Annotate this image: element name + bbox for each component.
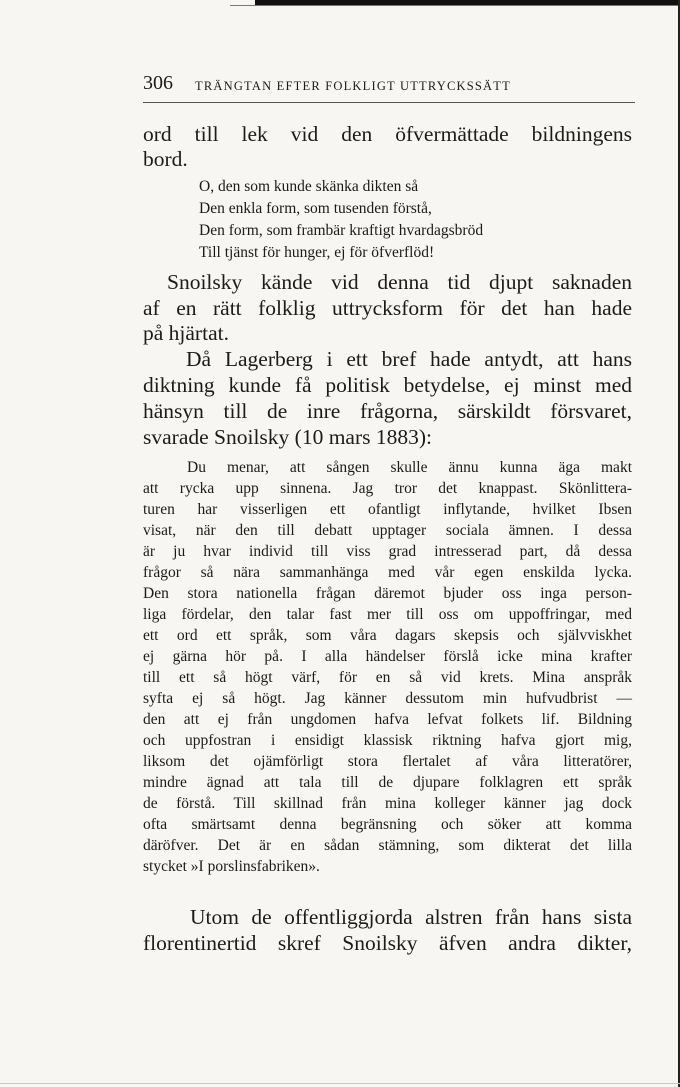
text-line: Snoilsky kände vid denna tid djupt saknaden (167, 270, 632, 294)
text-line: bord. (143, 147, 188, 171)
quote-line: Du menar, att sången skulle ännu kunna äga makt (187, 459, 632, 476)
text-line: Då Lagerberg i ett bref hade antydt, att hans (186, 347, 632, 371)
quote-line: och uppfostran i ensidigt klassisk riktning hafva gjort mig, (143, 732, 632, 749)
scan-edge-top-thin (230, 5, 680, 6)
scan-edge-bottom (0, 1083, 680, 1084)
text-line: diktning kunde få politisk betydelse, ej minst med (143, 373, 632, 397)
quote-line: stycket »I porslinsfabriken». (143, 858, 320, 875)
quote-line: liksom det ojämförligt stora flertalet af våra litteratörer, (143, 753, 632, 770)
quote-line: är ju hvar individ till viss grad intresserad part, då dessa (143, 543, 632, 560)
quote-line: att rycka upp sinnena. Jag tror det knappast. Skönlittera- (143, 480, 632, 497)
header-rule (143, 102, 635, 103)
quote-line: ofta smärtsamt denna begränsning och söker att komma (143, 816, 632, 833)
text-line: florentinertid skref Snoilsky äfven andra dikter, (143, 931, 632, 955)
verse-line: O, den som kunde skänka dikten så (199, 178, 419, 195)
quote-line: de förstå. Till skillnad från mina kolleger känner jag dock (143, 795, 632, 812)
quote-line: däröfver. Det är en sådan stämning, som dikterat det lilla (143, 837, 632, 854)
quote-line: till ett så högt värf, för en så vid krets. Mina anspråk (143, 669, 632, 686)
text-line: svarade Snoilsky (10 mars 1883): (143, 425, 433, 449)
running-title: TRÄNGTAN EFTER FOLKLIGT UTTRYCKSSÄTT (195, 79, 511, 93)
quote-line: visat, när den till debatt upptager sociala ämnen. I dessa (143, 522, 632, 539)
verse-line: Den enkla form, som tusenden förstå, (199, 200, 432, 217)
text-line: Utom de offentliggjorda alstren från hans sista (190, 905, 632, 929)
quote-line: frågor så nära sammanhänga med vår egen enskilda lycka. (143, 564, 632, 581)
quote-line: turen har visserligen ett ofantligt inflytande, hvilket Ibsen (143, 501, 632, 518)
quote-line: den att ej från ungdomen hafva lefvat folkets lif. Bildning (143, 711, 632, 728)
text-line: hänsyn till de inre frågorna, särskildt försvaret, (143, 399, 632, 423)
quote-line: syfta ej så högt. Jag känner dessutom min hufvudbrist — (143, 690, 632, 707)
page-number: 306 (143, 72, 173, 94)
verse-line: Till tjänst för hunger, ej för öfverflöd! (199, 244, 435, 261)
quote-line: Den stora nationella frågan däremot bjuder oss inga person- (143, 585, 632, 602)
quote-line: ett ord ett språk, som våra dagars skepsis och självviskhet (143, 627, 632, 644)
quote-line: ej gärna hör på. I alla händelser förslå icke mina krafter (143, 648, 632, 665)
verse-line: Den form, som frambär kraftigt hvardagsbröd (199, 222, 484, 239)
text-line: på hjärtat. (143, 321, 229, 345)
quote-line: mindre ägnad att tala till de djupare folklagren ett språk (143, 774, 632, 791)
quote-line: liga fördelar, den talar fast mer till oss om uppoffringar, med (143, 606, 632, 623)
text-line: af en rätt folklig uttrycksform för det han hade (143, 296, 632, 320)
text-line: ord till lek vid den öfvermättade bildningens (143, 122, 632, 146)
page-header (143, 72, 635, 102)
